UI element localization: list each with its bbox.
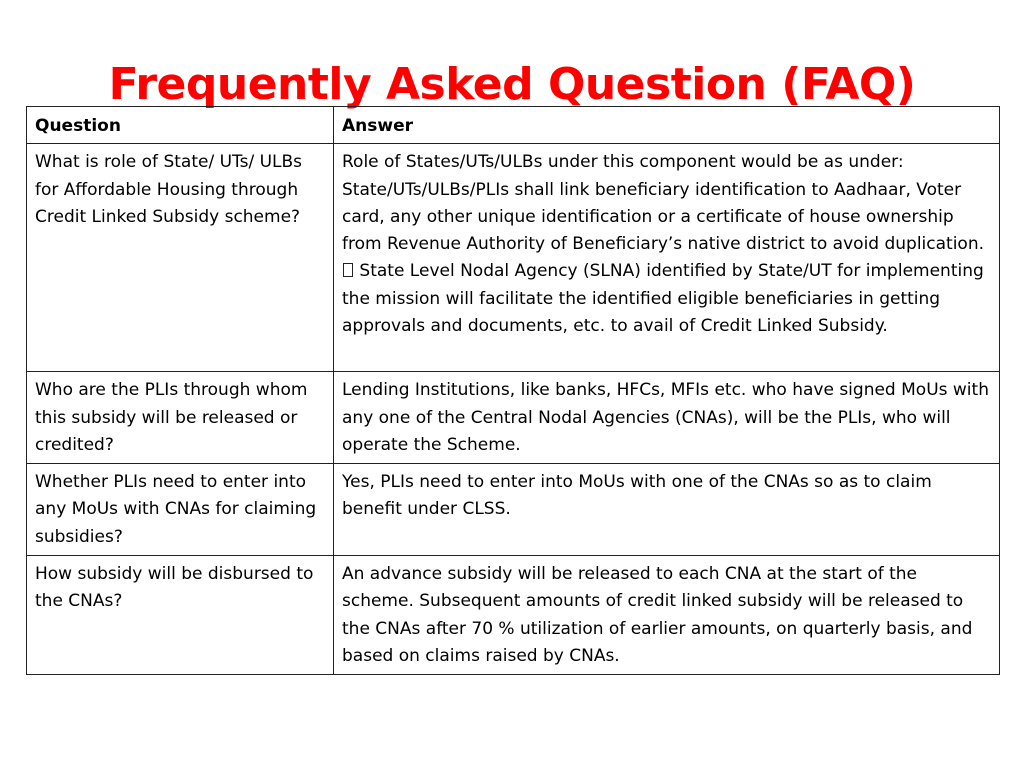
table-row bbox=[27, 372, 1000, 464]
answer-cell: An advance subsidy will be released to each CNA at the start of the scheme. Subsequent amounts of credit linked subsidy will be released to the CNAs after 70 % utilization of earlier amounts, on quarterly basis, and based on claims raised by CNAs. bbox=[334, 556, 1000, 675]
table-row bbox=[27, 144, 1000, 372]
faq-table bbox=[26, 106, 1000, 675]
table-header-row bbox=[27, 107, 1000, 144]
question-cell: What is role of State/ UTs/ ULBs for Affordable Housing through Credit Linked Subsidy scheme? bbox=[27, 144, 334, 372]
table-row bbox=[27, 464, 1000, 556]
answer-cell: Lending Institutions, like banks, HFCs, MFIs etc. who have signed MoUs with any one of the Central Nodal Agencies (CNAs), will be the PLIs, who will operate the Scheme. bbox=[334, 372, 1000, 464]
column-header-question: Question bbox=[27, 107, 334, 144]
table-row bbox=[27, 556, 1000, 675]
answer-cell: Yes, PLIs need to enter into MoUs with one of the CNAs so as to claim benefit under CLSS. bbox=[334, 464, 1000, 556]
answer-cell bbox=[334, 144, 1000, 372]
missing-glyph-icon bbox=[343, 263, 353, 277]
answer-text-part: Role of States/UTs/ULBs under this component would be as under: State/UTs/ULBs/PLIs shall link beneficiary identification to Aadhaar, Voter card, any other unique identification or a certificate of house ownership from Revenue Authority of Beneficiary’s native district to avoid duplication. bbox=[342, 152, 985, 255]
column-header-answer: Answer bbox=[334, 107, 1000, 144]
question-cell: How subsidy will be disbursed to the CNAs? bbox=[27, 556, 334, 675]
answer-text-part: State Level Nodal Agency (SLNA) identified by State/UT for implementing the mission will facilitate the identified eligible beneficiaries in getting approvals and documents, etc. to avail of Credit Linked Subsidy. bbox=[342, 261, 984, 337]
question-cell: Whether PLIs need to enter into any MoUs with CNAs for claiming subsidies? bbox=[27, 464, 334, 556]
page-title: Frequently Asked Question (FAQ) bbox=[108, 59, 916, 111]
question-cell: Who are the PLIs through whom this subsidy will be released or credited? bbox=[27, 372, 334, 464]
